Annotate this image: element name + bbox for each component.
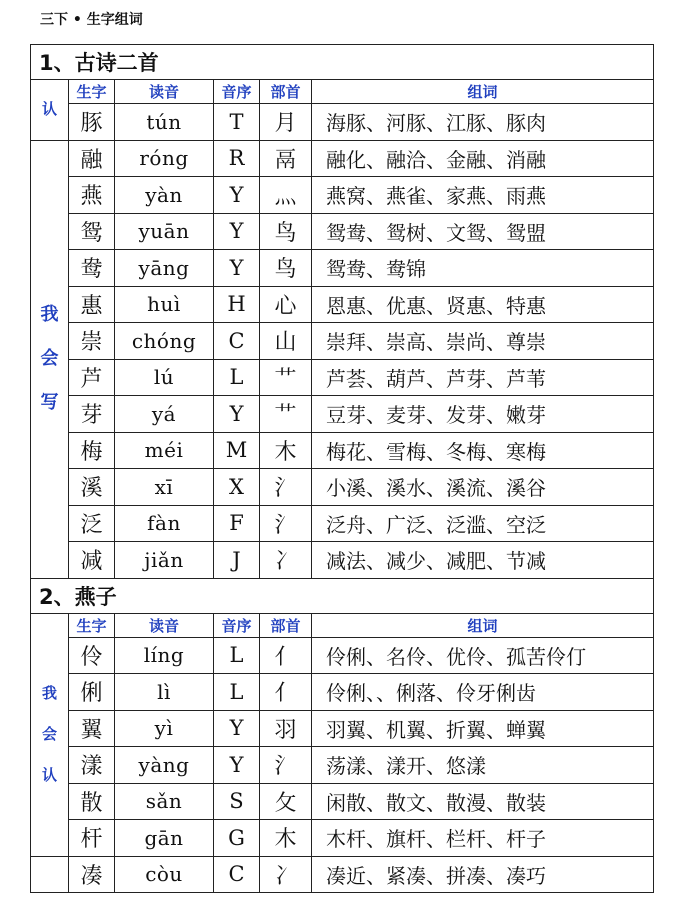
table-row (31, 542, 654, 579)
table-row (31, 396, 654, 433)
column-header-radical: 部首 (260, 80, 312, 104)
char-cell: 伶 (69, 637, 115, 674)
radical-cell: 氵 (260, 747, 312, 784)
pinyin-cell: lì (115, 674, 214, 711)
column-header-order: 音序 (214, 80, 260, 104)
pinyin-cell: chóng (115, 323, 214, 360)
char-cell: 鸯 (69, 250, 115, 287)
char-cell: 鸳 (69, 213, 115, 250)
words-cell: 伶俐、名伶、优伶、孤苦伶仃 (312, 637, 654, 674)
pinyin-cell: lú (115, 359, 214, 396)
column-header-pinyin: 读音 (115, 613, 214, 637)
table-row (31, 469, 654, 506)
words-cell: 减法、减少、减肥、节减 (312, 542, 654, 579)
radical-cell: 山 (260, 323, 312, 360)
table-row (31, 104, 654, 141)
char-cell: 惠 (69, 286, 115, 323)
pinyin-cell: yuān (115, 213, 214, 250)
words-cell: 崇拜、崇高、崇尚、尊崇 (312, 323, 654, 360)
char-cell: 芽 (69, 396, 115, 433)
table-row (31, 856, 654, 893)
order-cell: S (214, 783, 260, 820)
radical-cell: 鬲 (260, 140, 312, 177)
pinyin-cell: tún (115, 104, 214, 141)
radical-cell: 亻 (260, 637, 312, 674)
words-cell: 鸳鸯、鸳树、文鸳、鸳盟 (312, 213, 654, 250)
words-cell: 鸳鸯、鸯锦 (312, 250, 654, 287)
order-cell: F (214, 505, 260, 542)
table-row (31, 213, 654, 250)
section-title-row (31, 578, 654, 613)
radical-cell: 攵 (260, 783, 312, 820)
table-row (31, 674, 654, 711)
table-row (31, 250, 654, 287)
order-cell: C (214, 323, 260, 360)
column-header-radical: 部首 (260, 613, 312, 637)
order-cell: T (214, 104, 260, 141)
category-label-char: 我 (41, 684, 57, 702)
char-cell: 漾 (69, 747, 115, 784)
table-row (31, 286, 654, 323)
pinyin-cell: yāng (115, 250, 214, 287)
pinyin-cell: xī (115, 469, 214, 506)
category-cell (31, 80, 69, 141)
words-cell: 闲散、散文、散漫、散装 (312, 783, 654, 820)
char-cell: 崇 (69, 323, 115, 360)
category-cell (31, 856, 69, 893)
words-cell: 燕窝、燕雀、家燕、雨燕 (312, 177, 654, 214)
words-cell: 凑近、紧凑、拼凑、凑巧 (312, 856, 654, 893)
column-header-pinyin: 读音 (115, 80, 214, 104)
words-cell: 羽翼、机翼、折翼、蝉翼 (312, 710, 654, 747)
order-cell: L (214, 637, 260, 674)
column-header-order: 音序 (214, 613, 260, 637)
char-cell: 俐 (69, 674, 115, 711)
char-cell: 散 (69, 783, 115, 820)
char-cell: 融 (69, 140, 115, 177)
words-cell: 海豚、河豚、江豚、豚肉 (312, 104, 654, 141)
order-cell: Y (214, 177, 260, 214)
order-cell: X (214, 469, 260, 506)
column-header-words: 组词 (312, 80, 654, 104)
radical-cell: 木 (260, 820, 312, 857)
radical-cell: 氵 (260, 469, 312, 506)
words-cell: 融化、融洽、金融、消融 (312, 140, 654, 177)
words-cell: 伶俐、、俐落、伶牙俐齿 (312, 674, 654, 711)
radical-cell: 冫 (260, 542, 312, 579)
category-label-char: 会 (41, 725, 57, 743)
radical-cell: 艹 (260, 359, 312, 396)
order-cell: Y (214, 213, 260, 250)
words-cell: 小溪、溪水、溪流、溪谷 (312, 469, 654, 506)
page-header: 三下 • 生字组词 (40, 12, 143, 28)
pinyin-cell: líng (115, 637, 214, 674)
radical-cell: 氵 (260, 505, 312, 542)
radical-cell: 鸟 (260, 213, 312, 250)
table-row (31, 637, 654, 674)
column-header-char: 生字 (69, 80, 115, 104)
order-cell: Y (214, 747, 260, 784)
column-header-char: 生字 (69, 613, 115, 637)
pinyin-cell: fàn (115, 505, 214, 542)
words-cell: 豆芽、麦芽、发芽、嫩芽 (312, 396, 654, 433)
radical-cell: 亻 (260, 674, 312, 711)
radical-cell: 木 (260, 432, 312, 469)
pinyin-cell: gān (115, 820, 214, 857)
order-cell: Y (214, 710, 260, 747)
radical-cell: 心 (260, 286, 312, 323)
pinyin-cell: jiǎn (115, 542, 214, 579)
section-title: 2、燕子 (31, 578, 654, 613)
words-cell: 荡漾、漾开、悠漾 (312, 747, 654, 784)
table-row (31, 432, 654, 469)
column-header-words: 组词 (312, 613, 654, 637)
char-cell: 泛 (69, 505, 115, 542)
order-cell: M (214, 432, 260, 469)
pinyin-cell: róng (115, 140, 214, 177)
category-label-char: 认 (41, 766, 57, 784)
order-cell: J (214, 542, 260, 579)
category-label-char: 认 (41, 100, 57, 119)
char-cell: 凑 (69, 856, 115, 893)
words-cell: 梅花、雪梅、冬梅、寒梅 (312, 432, 654, 469)
pinyin-cell: yàn (115, 177, 214, 214)
table-row (31, 359, 654, 396)
radical-cell: 月 (260, 104, 312, 141)
char-cell: 燕 (69, 177, 115, 214)
radical-cell: 羽 (260, 710, 312, 747)
table-row (31, 747, 654, 784)
radical-cell: 冫 (260, 856, 312, 893)
order-cell: R (214, 140, 260, 177)
pinyin-cell: méi (115, 432, 214, 469)
pinyin-cell: sǎn (115, 783, 214, 820)
column-header-row (31, 80, 654, 104)
category-label-char: 会 (40, 348, 59, 369)
words-cell: 恩惠、优惠、贤惠、特惠 (312, 286, 654, 323)
pinyin-cell: còu (115, 856, 214, 893)
radical-cell: 鸟 (260, 250, 312, 287)
category-cell (31, 140, 69, 578)
char-cell: 杆 (69, 820, 115, 857)
pinyin-cell: yá (115, 396, 214, 433)
radical-cell: 灬 (260, 177, 312, 214)
table-row (31, 177, 654, 214)
char-cell: 翼 (69, 710, 115, 747)
words-cell: 泛舟、广泛、泛滥、空泛 (312, 505, 654, 542)
order-cell: L (214, 674, 260, 711)
category-cell (31, 613, 69, 856)
table-row (31, 783, 654, 820)
char-cell: 芦 (69, 359, 115, 396)
table-row (31, 323, 654, 360)
order-cell: G (214, 820, 260, 857)
order-cell: Y (214, 396, 260, 433)
column-header-row (31, 613, 654, 637)
table-row (31, 505, 654, 542)
pinyin-cell: yì (115, 710, 214, 747)
table-row (31, 140, 654, 177)
section-title: 1、古诗二首 (31, 45, 654, 80)
category-label-char: 我 (40, 304, 59, 325)
char-cell: 梅 (69, 432, 115, 469)
category-label-char: 写 (40, 392, 59, 413)
table-row (31, 820, 654, 857)
vocab-table (30, 44, 654, 893)
pinyin-cell: yàng (115, 747, 214, 784)
words-cell: 木杆、旗杆、栏杆、杆子 (312, 820, 654, 857)
order-cell: H (214, 286, 260, 323)
order-cell: Y (214, 250, 260, 287)
order-cell: L (214, 359, 260, 396)
section-title-row (31, 45, 654, 80)
radical-cell: 艹 (260, 396, 312, 433)
char-cell: 减 (69, 542, 115, 579)
table-row (31, 710, 654, 747)
char-cell: 豚 (69, 104, 115, 141)
char-cell: 溪 (69, 469, 115, 506)
order-cell: C (214, 856, 260, 893)
pinyin-cell: huì (115, 286, 214, 323)
words-cell: 芦荟、葫芦、芦芽、芦苇 (312, 359, 654, 396)
